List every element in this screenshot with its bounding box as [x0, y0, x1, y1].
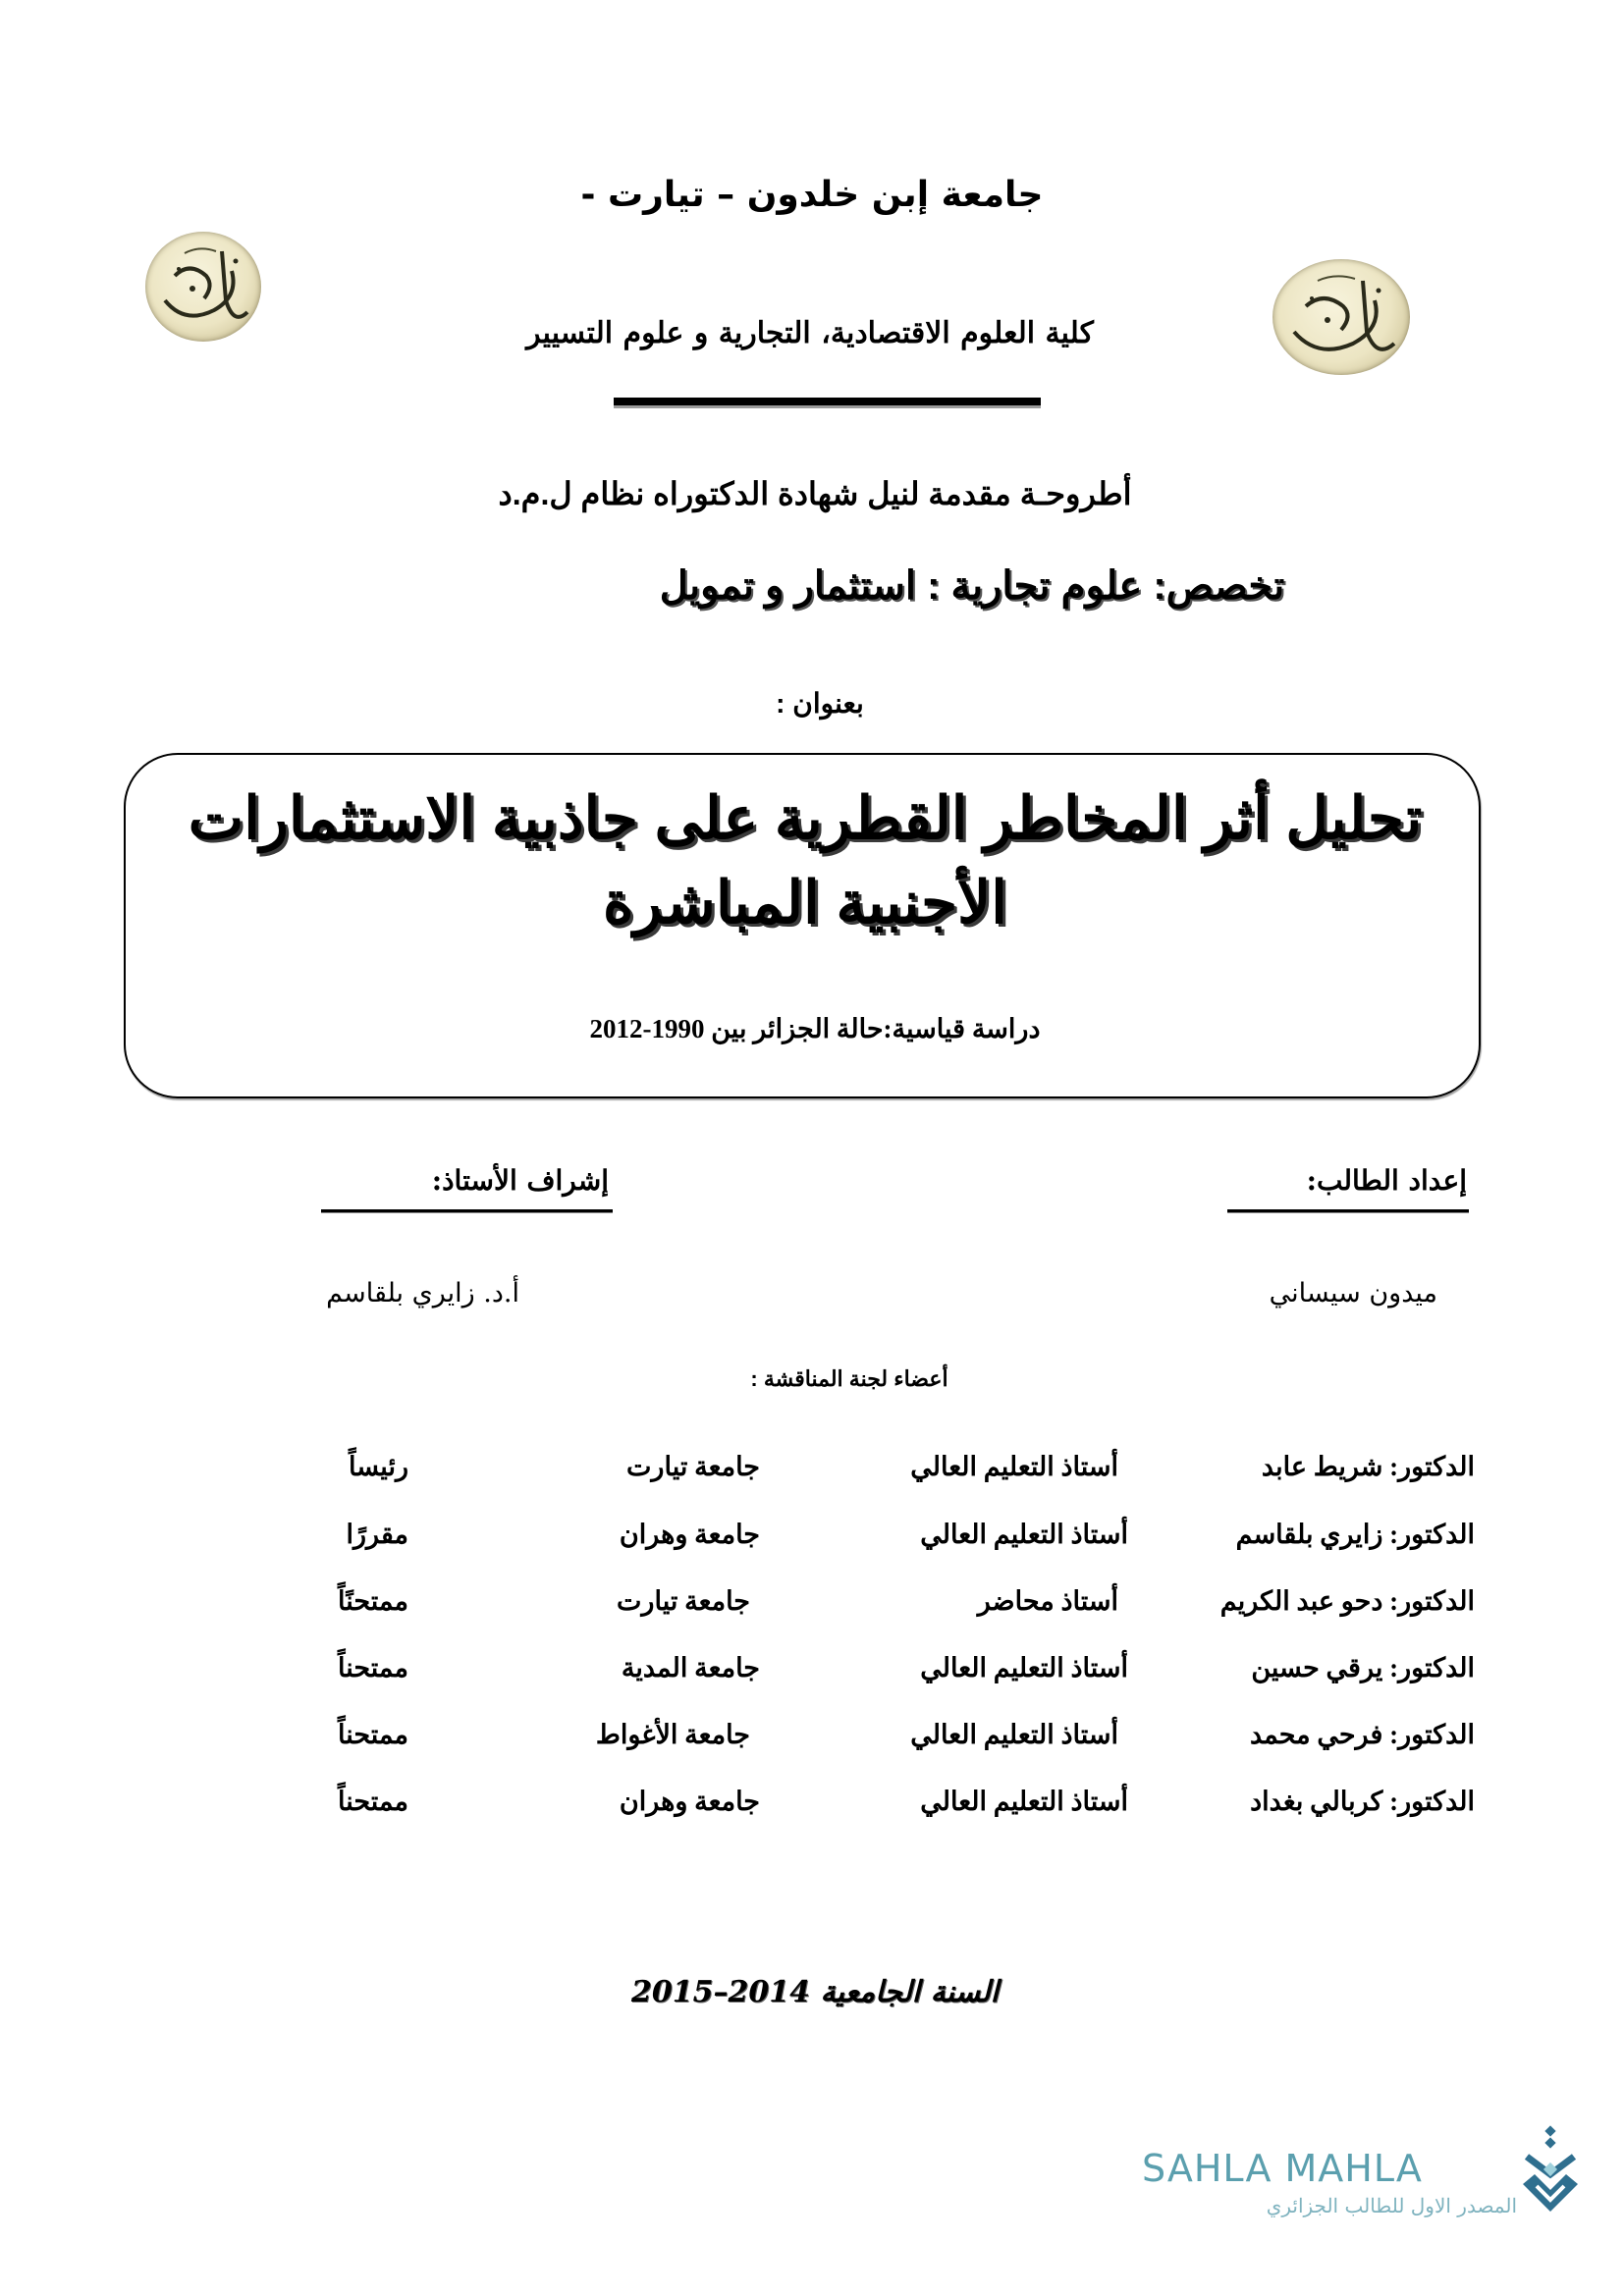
specialty-line: تخصص: علوم تجارية : استثمار و تمويل — [659, 564, 1285, 608]
thesis-title-line-2: الأجنبية المباشرة — [603, 870, 1007, 935]
member-rank: أستاذ محاضر — [977, 1586, 1118, 1616]
member-university: جامعة تيارت — [626, 1452, 760, 1481]
student-name: ميدون سيساني — [1269, 1278, 1437, 1308]
member-role: ممتحناً — [337, 1720, 408, 1749]
watermark-brand: SAHLA MAHLA — [1142, 2147, 1423, 2190]
sahla-mahla-logo-icon — [1517, 2125, 1586, 2223]
supervisor-label: إشراف الأستاذ: — [431, 1164, 609, 1197]
degree-line: أطروحـة مقدمة لنيل شهادة الدكتوراه نظام ل.م.د — [498, 476, 1132, 511]
member-role: ممتحناً — [337, 1653, 408, 1682]
member-name: الدكتور: شريط عابد — [1261, 1452, 1475, 1481]
member-name: الدكتور: دحو عبد الكريم — [1219, 1586, 1475, 1616]
student-label-underline — [1227, 1209, 1469, 1212]
member-rank: أستاذ التعليم العالي — [920, 1653, 1128, 1682]
committee-row — [0, 1720, 1624, 1769]
thesis-title-line-1: تحليل أثر المخاطر القطرية على جاذبية الاستثمارات — [188, 785, 1423, 851]
member-name: الدكتور: كربالي بغداد — [1250, 1787, 1475, 1816]
supervisor-label-underline — [321, 1209, 613, 1212]
committee-row — [0, 1653, 1624, 1702]
watermark-tagline: المصدر الاول للطالب الجزائري — [1266, 2194, 1517, 2217]
member-university: جامعة وهران — [619, 1787, 760, 1816]
member-university: جامعة تيارت — [617, 1586, 750, 1616]
seal-calligraphy-icon — [1272, 259, 1410, 375]
member-name: الدكتور: زايري بلقاسم — [1235, 1520, 1475, 1549]
sahla-mahla-watermark — [1134, 2125, 1586, 2233]
student-label: إعداد الطالب: — [1306, 1164, 1467, 1197]
member-rank: أستاذ التعليم العالي — [910, 1720, 1118, 1749]
academic-year: السنة الجامعية 2014–2015 — [631, 1975, 999, 2009]
supervisor-name: أ.د. زايري بلقاسم — [326, 1278, 519, 1308]
committee-row — [0, 1586, 1624, 1635]
entitled-label: بعنوان : — [776, 688, 864, 719]
member-university: جامعة وهران — [619, 1520, 760, 1549]
header-divider — [614, 398, 1041, 405]
member-name: الدكتور: فرحي محمد — [1249, 1720, 1475, 1749]
university-name: جامعة إبن خلدون – تيارت - — [580, 175, 1044, 215]
committee-row — [0, 1520, 1624, 1569]
university-seal-left — [145, 232, 261, 342]
university-seal-right — [1272, 259, 1410, 375]
committee-row — [0, 1452, 1624, 1501]
member-role: رئيساً — [348, 1452, 408, 1481]
member-role: مقررًا — [346, 1520, 408, 1549]
faculty-name: كلية العلوم الاقتصادية، التجارية و علوم التسيير — [526, 316, 1094, 350]
committee-row — [0, 1787, 1624, 1836]
thesis-subtitle: دراسة قياسية:حالة الجزائر بين 1990-2012 — [589, 1014, 1041, 1043]
member-name: الدكتور: يرقي حسين — [1251, 1653, 1475, 1682]
member-university: جامعة المدية — [621, 1653, 760, 1682]
member-role: ممتحنًاً — [337, 1586, 408, 1616]
seal-calligraphy-icon — [145, 232, 261, 342]
member-rank: أستاذ التعليم العالي — [920, 1520, 1128, 1549]
member-rank: أستاذ التعليم العالي — [920, 1787, 1128, 1816]
member-rank: أستاذ التعليم العالي — [910, 1452, 1118, 1481]
member-role: ممتحناً — [337, 1787, 408, 1816]
member-university: جامعة الأغواط — [595, 1720, 750, 1749]
committee-title: أعضاء لجنة المناقشة : — [750, 1366, 948, 1391]
